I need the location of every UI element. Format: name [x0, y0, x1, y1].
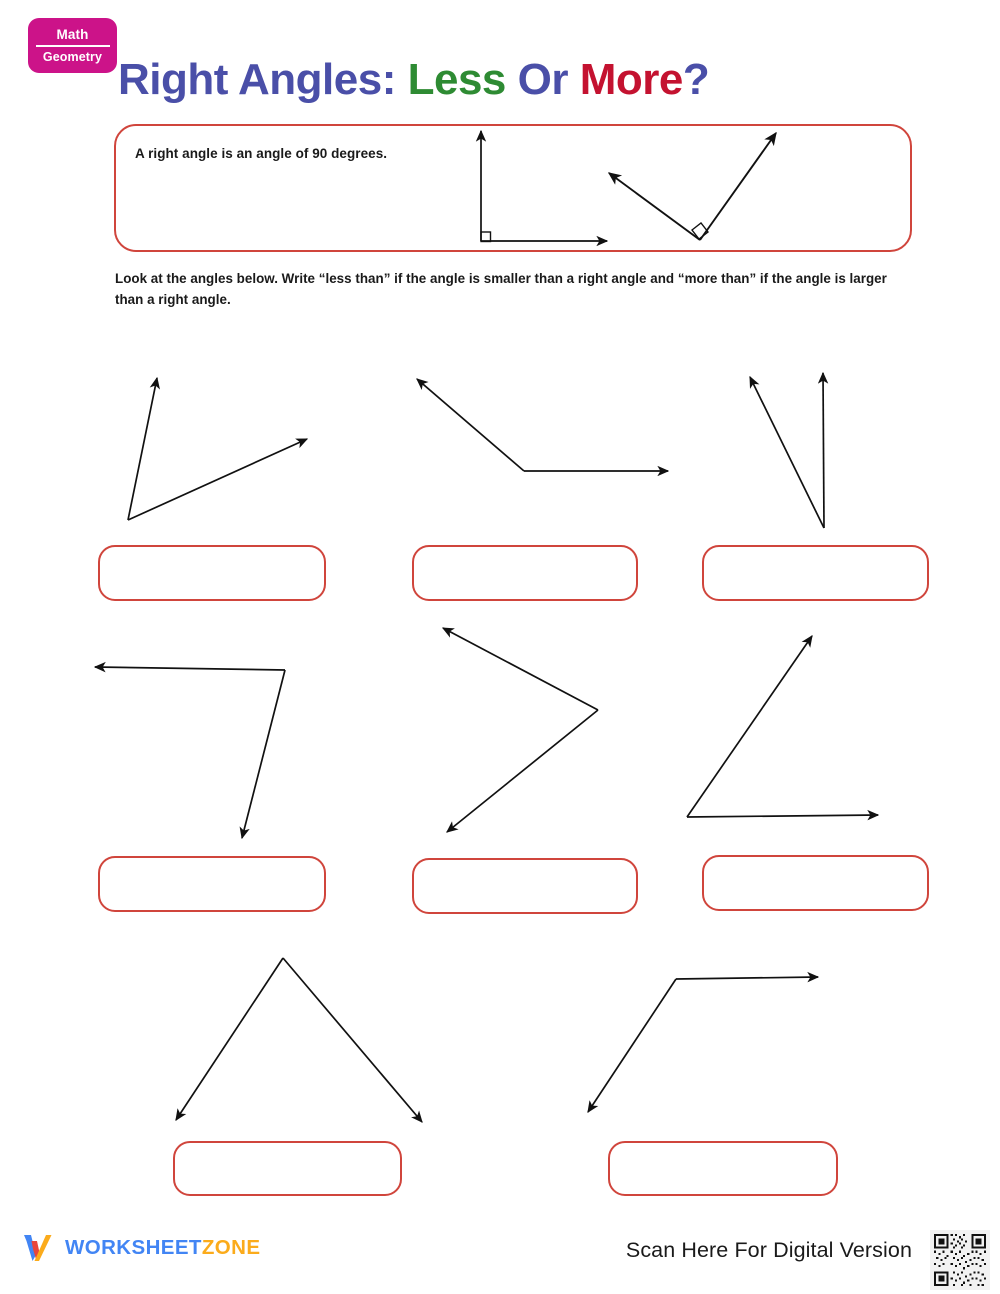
page-title	[118, 55, 710, 104]
badge-topic-label: Geometry	[42, 49, 103, 64]
answer-box-5[interactable]	[412, 858, 638, 914]
qr-code-icon[interactable]	[930, 1230, 990, 1290]
angle-figure-7	[176, 958, 422, 1122]
angle-figure-6	[687, 636, 878, 817]
subject-badge	[28, 18, 117, 73]
title-part-less: Less	[407, 55, 506, 104]
logo-wordmark	[65, 1236, 260, 1260]
title-part-right-angles: Right Angles:	[118, 55, 396, 104]
worksheet-zone-logo[interactable]	[22, 1233, 260, 1263]
answer-box-8[interactable]	[608, 1141, 838, 1196]
answer-box-3[interactable]	[702, 545, 929, 601]
badge-divider	[36, 45, 110, 47]
answer-box-1[interactable]	[98, 545, 326, 601]
answer-box-7[interactable]	[173, 1141, 402, 1196]
title-part-question-mark: ?	[682, 55, 710, 104]
title-part-or: Or	[517, 55, 568, 104]
angle-figure-8	[588, 977, 818, 1112]
angle-figure-2	[417, 379, 668, 471]
answer-box-6[interactable]	[702, 855, 929, 911]
worksheet-zone-mark	[22, 1233, 56, 1263]
logo-text-worksheet: WORKSHEET	[65, 1236, 202, 1259]
answer-box-2[interactable]	[412, 545, 638, 601]
definition-box	[114, 124, 912, 252]
definition-text: A right angle is an angle of 90 degrees.	[135, 146, 388, 161]
angle-figure-3	[750, 373, 824, 528]
logo-text-zone: ZONE	[201, 1236, 261, 1259]
answer-box-4[interactable]	[98, 856, 326, 912]
angle-figure-1	[128, 378, 307, 520]
title-part-more: More	[579, 55, 683, 104]
badge-subject-label: Math	[56, 27, 89, 43]
instruction-text: Look at the angles below. Write “less than” if the angle is smaller than a right angle and “more than” if the angle is larger than a right angle.	[115, 271, 887, 308]
angle-figure-5	[443, 628, 598, 832]
scan-prompt-text: Scan Here For Digital Version	[625, 1238, 912, 1262]
angle-figure-4	[95, 667, 285, 838]
